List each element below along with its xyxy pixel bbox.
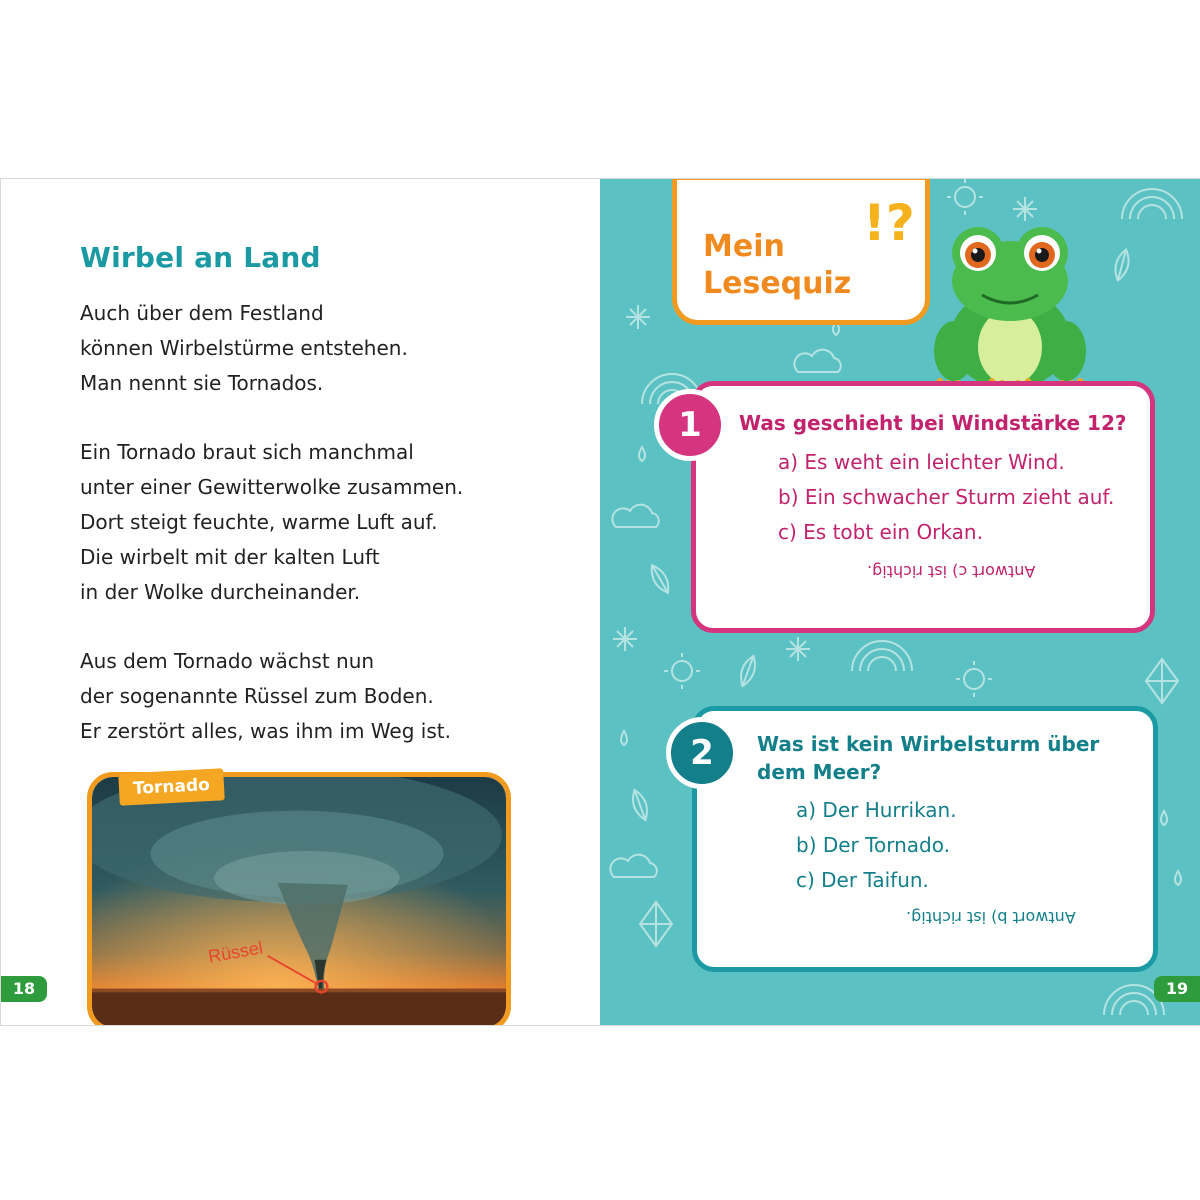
snowflake-icon [786, 637, 810, 661]
snowflake-icon [613, 627, 637, 651]
rainbow-icon [1122, 189, 1182, 219]
text-line: unter einer Gewitterwolke zusammen. [80, 475, 464, 499]
quiz-title [703, 228, 851, 302]
paragraph-3 [80, 644, 451, 749]
paragraph-1 [80, 296, 408, 401]
quiz-title-line: Mein [703, 229, 785, 264]
leaf-icon [737, 654, 759, 688]
rainbow-icon [852, 641, 912, 671]
answer-option: a) Der Hurrikan. [796, 798, 957, 822]
raindrop-icon [639, 447, 645, 461]
question-text: Was geschieht bei Windstärke 12? [739, 411, 1127, 435]
leaf-icon [647, 562, 673, 596]
leaf-icon [629, 788, 651, 822]
photo-label: Rüssel [206, 937, 265, 967]
cloud-icon [610, 855, 656, 877]
tornado-photo [87, 772, 511, 1025]
text-line: der sogenannte Rüssel zum Boden. [80, 684, 434, 708]
sun-icon [956, 661, 992, 697]
text-line: Er zerstört alles, was ihm im Weg ist. [80, 719, 451, 743]
cloud-icon [612, 505, 658, 527]
photo-tag: Tornado [118, 768, 224, 805]
quiz-title-box [672, 179, 930, 325]
page-number-right: 19 [1154, 976, 1200, 1002]
raindrop-icon [1161, 811, 1167, 825]
quiz-marks: !? [863, 194, 915, 252]
text-line: Ein Tornado braut sich manchmal [80, 440, 414, 464]
right-page [600, 179, 1200, 1025]
frog-illustration [930, 219, 1090, 399]
kite-icon [640, 902, 672, 946]
upside-down-answer: Antwort b) ist richtig. [906, 908, 1076, 927]
snowflake-icon [1013, 197, 1037, 221]
answer-option: a) Es weht ein leichter Wind. [778, 450, 1065, 474]
raindrop-icon [1175, 871, 1181, 885]
text-line: Auch über dem Festland [80, 301, 324, 325]
quiz-title-line: Lesequiz [703, 266, 852, 301]
answer-option: b) Der Tornado. [796, 833, 950, 857]
text-line: Dort steigt feuchte, warme Luft auf. [80, 510, 438, 534]
question-text: Was ist kein Wirbelsturm über dem Meer? [757, 732, 1100, 784]
sun-icon [664, 653, 700, 689]
text-line: können Wirbelstürme entstehen. [80, 336, 408, 360]
leaf-icon [1112, 248, 1132, 282]
text-line: in der Wolke durcheinander. [80, 580, 361, 604]
text-line: Man nennt sie Tornados. [80, 371, 324, 395]
page-title: Wirbel an Land [80, 241, 321, 274]
sun-icon [947, 179, 983, 215]
answer-option: c) Es tobt ein Orkan. [778, 520, 983, 544]
answer-option: c) Der Taifun. [796, 868, 929, 892]
paragraph-2 [80, 435, 463, 610]
tornado-image [92, 777, 506, 1025]
upside-down-answer: Antwort c) ist richtig. [867, 562, 1036, 581]
left-page [0, 179, 600, 1025]
book-spread [0, 178, 1200, 1026]
answer-option: b) Ein schwacher Sturm zieht auf. [778, 485, 1115, 509]
text-line: Aus dem Tornado wächst nun [80, 649, 375, 673]
text-line: Die wirbelt mit der kalten Luft [80, 545, 380, 569]
kite-icon [1146, 659, 1178, 703]
question-number-badge: 1 [654, 389, 726, 461]
page-number-left: 18 [1, 976, 47, 1002]
snowflake-icon [626, 305, 650, 329]
raindrop-icon [621, 731, 627, 745]
cloud-icon [794, 350, 840, 372]
question-number-badge: 2 [666, 717, 738, 789]
